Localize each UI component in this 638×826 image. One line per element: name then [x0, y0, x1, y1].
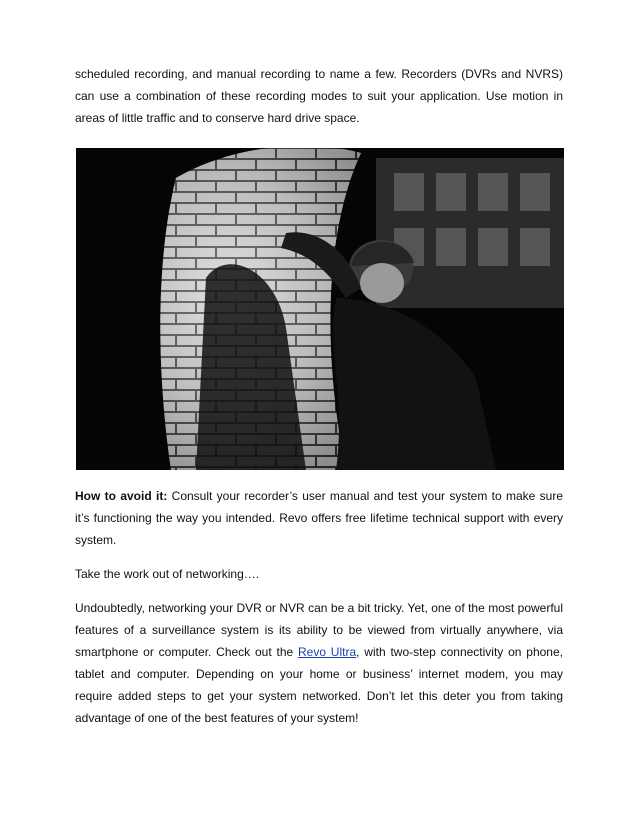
revo-ultra-link[interactable]: Revo Ultra: [297, 645, 357, 659]
intro-paragraph: scheduled recording, and manual recording to name a few. Recorders (DVRs and NVRS) can use a combination of these recording modes to suit your application. Use motion in areas of little traffic and to conserve hard drive space.: [75, 67, 563, 125]
avoid-paragraph: [75, 485, 563, 551]
networking-heading: Take the work out of networking….: [75, 567, 260, 581]
burglar-image-graphic: [76, 148, 564, 470]
avoid-label: How to avoid it:: [75, 489, 168, 503]
burglar-photo: [76, 148, 564, 470]
networking-text-2: , with two-step connectivity on phone, tablet and computer. Depending on your home or business’ internet modem, you may require added steps to get your system networked. Don’t let this deter you from taking advantage of one of the best features of your system!: [75, 645, 563, 725]
networking-text-1: Undoubtedly, networking your DVR or NVR can be a bit tricky. Yet, one of the most powerful features of a surveillance system is its ability to be viewed from virtually anywhere, via smartphone or computer. Check out the: [75, 601, 563, 659]
avoid-text: Consult your recorder’s user manual and test your system to make sure it’s functioning the way you intended. Revo offers free lifetime technical support with every system.: [75, 489, 564, 547]
networking-paragraph: [75, 597, 563, 729]
